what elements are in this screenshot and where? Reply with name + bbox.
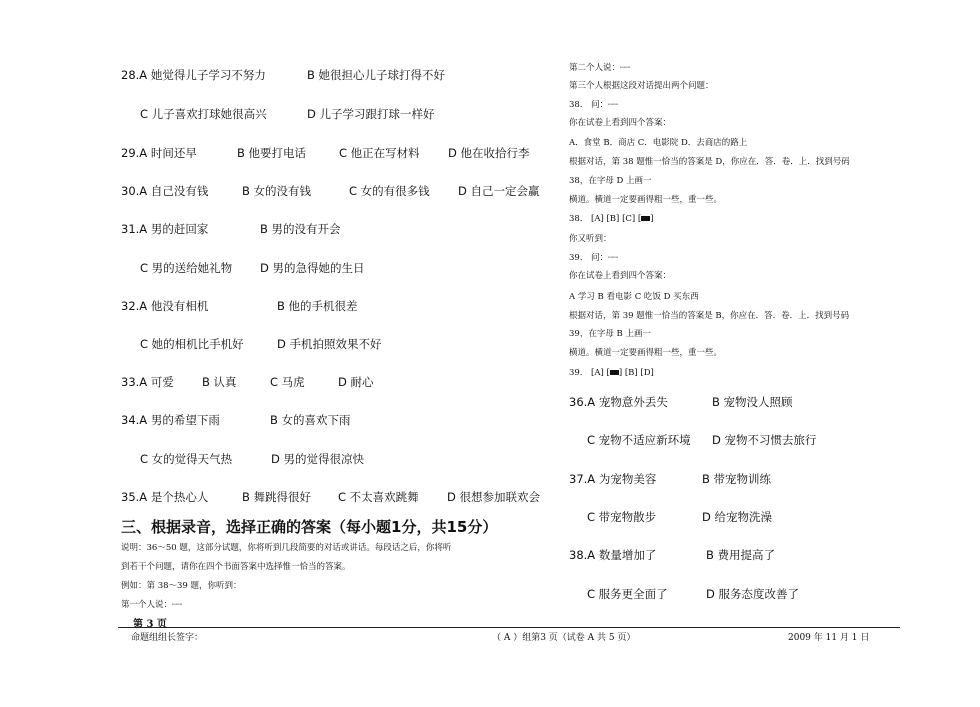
answer-brackets: 39． [A] [ bbox=[569, 368, 610, 378]
option-c: C 她的相机比手机好 bbox=[140, 337, 244, 351]
answer-brackets: 38． [A] [B] [C] [ bbox=[569, 214, 642, 224]
explanation-38: 根据对话，第 38 题惟一恰当的答案是 D，你应在．答．卷．上．找到号码 bbox=[569, 157, 850, 167]
example-q38: 38． 问：┈┈ bbox=[569, 100, 619, 110]
mark-39: 39，在字母 B 上画一 bbox=[569, 329, 651, 339]
question-number: 30. bbox=[121, 184, 140, 198]
option-d: D 男的觉得很凉快 bbox=[271, 452, 365, 466]
option-a: A 是个热心人 bbox=[139, 490, 209, 504]
option-b: B 他的手机很差 bbox=[277, 299, 358, 313]
question-33 bbox=[121, 374, 174, 390]
question-29 bbox=[121, 145, 197, 161]
see-four-answers: 你在试卷上看到四个答案： bbox=[569, 118, 672, 128]
option-b: B 她很担心儿子球打得不好 bbox=[307, 68, 446, 82]
example-options-38: A．食堂 B．商店 C．电影院 D．去商店的路上 bbox=[569, 138, 748, 148]
option-c: C 带宠物散步 bbox=[587, 510, 657, 524]
mark-instruction-38: 横道。横道一定要画得粗一些，重一些。 bbox=[569, 195, 723, 205]
question-34 bbox=[121, 412, 220, 428]
question-number: 38. bbox=[569, 548, 588, 562]
example-intro: 例如：第 38～39 题，你听到： bbox=[121, 581, 242, 591]
option-c: C 服务更全面了 bbox=[587, 587, 668, 601]
option-a: A 自己没有钱 bbox=[139, 184, 209, 198]
question-37 bbox=[569, 471, 656, 487]
option-d: D 给宠物洗澡 bbox=[702, 510, 773, 524]
option-c: C 他正在写材料 bbox=[339, 146, 420, 160]
question-number: 31. bbox=[121, 222, 140, 236]
question-number: 32. bbox=[121, 299, 140, 313]
option-b: B 男的没有开会 bbox=[260, 222, 341, 236]
third-speaker: 第三个人根据这段对话提出两个问题： bbox=[569, 81, 714, 91]
option-a: A 数量增加了 bbox=[587, 548, 657, 562]
instructions-line1: 说明：36～50 题，这部分试题，你将听到几段简要的对话或讲话。每段话之后，你将听 bbox=[121, 543, 452, 553]
question-number: 35. bbox=[121, 490, 140, 504]
option-d: D 服务态度改善了 bbox=[706, 587, 800, 601]
answer-bracket-close: ] bbox=[650, 214, 654, 224]
option-c: C 女的有很多钱 bbox=[349, 184, 430, 198]
question-number: 33. bbox=[121, 375, 140, 389]
question-35 bbox=[121, 489, 208, 505]
option-a: A 可爱 bbox=[139, 375, 174, 389]
question-number: 37. bbox=[569, 472, 588, 486]
option-d: D 男的急得她的生日 bbox=[260, 261, 365, 275]
option-b: B 带宠物训练 bbox=[702, 472, 772, 486]
exam-date: 2009 年 11 月 1 日 bbox=[788, 633, 870, 643]
mark-38: 38，在字母 D 上画一 bbox=[569, 176, 652, 186]
option-c: C 宠物不适应新环境 bbox=[587, 433, 691, 447]
question-30 bbox=[121, 183, 208, 199]
answer-sheet-38 bbox=[569, 212, 654, 224]
option-c: C 马虎 bbox=[270, 375, 305, 389]
option-d: D 耐心 bbox=[338, 375, 374, 389]
example-q39: 39． 问：┈┈ bbox=[569, 253, 619, 263]
you-hear: 你又听到： bbox=[569, 234, 612, 244]
filled-mark bbox=[610, 370, 619, 375]
question-28-line1 bbox=[121, 67, 266, 83]
option-d: D 很想参加联欢会 bbox=[447, 490, 541, 504]
option-b: B 费用提高了 bbox=[706, 548, 776, 562]
option-d: D 儿子学习跟打球一样好 bbox=[307, 107, 435, 121]
option-a: A 时间还早 bbox=[139, 146, 197, 160]
option-a: A 宠物意外丢失 bbox=[587, 395, 668, 409]
option-d: D 自己一定会赢 bbox=[458, 184, 540, 198]
answer-sheet-39 bbox=[569, 366, 654, 378]
question-31 bbox=[121, 221, 208, 237]
question-38 bbox=[569, 547, 656, 563]
question-number: 34. bbox=[121, 413, 140, 427]
option-b: B 舞跳得很好 bbox=[242, 490, 312, 504]
filled-mark bbox=[641, 216, 650, 221]
option-b: B 认真 bbox=[202, 375, 237, 389]
option-a: A 男的希望下雨 bbox=[139, 413, 220, 427]
question-number: 29. bbox=[121, 146, 140, 160]
page-info: （ A ）组第3 页（试卷 A 共 5 页） bbox=[492, 633, 636, 643]
instructions-line2: 到若干个问题，请你在四个书面答案中选择惟一恰当的答案。 bbox=[121, 562, 351, 572]
question-32 bbox=[121, 298, 208, 314]
mark-instruction-39: 横道。横道一定要画得粗一些，重一些。 bbox=[569, 348, 723, 358]
option-b: B 他要打电话 bbox=[237, 146, 307, 160]
option-a: A 她觉得儿子学习不努力 bbox=[139, 68, 266, 82]
second-speaker: 第二个人说：┈┈ bbox=[569, 63, 631, 73]
example-options-39: A 学习 B 看电影 C 吃饭 D 买东西 bbox=[569, 292, 699, 302]
question-number: 36. bbox=[569, 395, 588, 409]
option-c: C 不太喜欢跳舞 bbox=[338, 490, 419, 504]
option-b: B 女的喜欢下雨 bbox=[270, 413, 351, 427]
option-c: C 女的觉得天气热 bbox=[140, 452, 233, 466]
option-a: A 他没有相机 bbox=[139, 299, 209, 313]
option-c: C 儿子喜欢打球她很高兴 bbox=[140, 107, 267, 121]
page-number: 第 3 页 bbox=[133, 619, 167, 630]
question-36 bbox=[569, 394, 668, 410]
option-a: A 男的赶回家 bbox=[139, 222, 209, 236]
option-d: D 宠物不习惯去旅行 bbox=[712, 433, 817, 447]
option-d: D 他在收拾行李 bbox=[448, 146, 530, 160]
option-d: D 手机拍照效果不好 bbox=[277, 337, 382, 351]
option-a: A 为宠物美容 bbox=[587, 472, 657, 486]
option-b: B 宠物没人照顾 bbox=[712, 395, 793, 409]
answer-brackets-rest: ] [B] [D] bbox=[618, 368, 654, 378]
see-four-answers-39: 你在试卷上看到四个答案： bbox=[569, 271, 672, 281]
first-speaker: 第一个人说：┈┈ bbox=[121, 600, 183, 610]
option-b: B 女的没有钱 bbox=[242, 184, 312, 198]
option-c: C 男的送给她礼物 bbox=[140, 261, 233, 275]
signer-label: 命题组组长签字： bbox=[131, 633, 204, 643]
section-title: 三、根据录音，选择正确的答案（每小题1分，共15分） bbox=[121, 518, 498, 536]
explanation-39: 根据对话，第 39 题惟一恰当的答案是 B，你应在．答．卷．上．找到号码 bbox=[569, 311, 850, 321]
question-number: 28. bbox=[121, 68, 140, 82]
footer-divider bbox=[118, 627, 900, 628]
